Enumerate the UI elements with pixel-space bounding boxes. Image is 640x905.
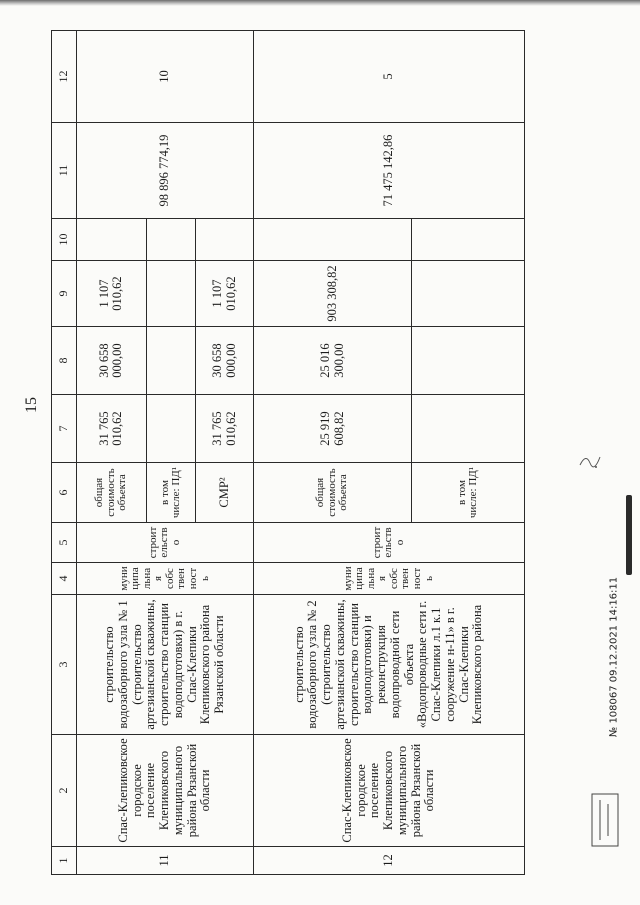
value-col7 bbox=[146, 395, 196, 463]
value-col10 bbox=[146, 219, 196, 261]
ownership-cell: муниципальная собственность bbox=[77, 563, 254, 595]
value-col7: 31 765 010,62 bbox=[196, 395, 253, 463]
value-col8 bbox=[412, 327, 525, 395]
stamp-id: № 108067 09.12.2021 14:16:11 bbox=[608, 576, 620, 738]
value-col7: 31 765 010,62 bbox=[77, 395, 147, 463]
scan-edge bbox=[0, 0, 640, 6]
table-row bbox=[253, 31, 412, 875]
col-header-4: 4 bbox=[52, 563, 77, 595]
value-col9: 903 308,82 bbox=[253, 261, 412, 327]
municipality-cell: Спас-Клепиковское городское поселение Клепиковского муниципального района Рязанской области bbox=[253, 735, 524, 847]
col-header-3: 3 bbox=[52, 595, 77, 735]
row-number: 11 bbox=[77, 847, 254, 875]
col-header-6: 6 bbox=[52, 463, 77, 523]
value-col8: 30 658 000,00 bbox=[77, 327, 147, 395]
object-cell: строительство водозаборного узла № 1 (строительство артезианской скважины, строительство станции водоподготовки) в г. Спас-Клепики Клепиковского района Рязанской области bbox=[77, 595, 254, 735]
value-col11: 98 896 774,19 bbox=[77, 123, 254, 219]
value-col8: 30 658 000,00 bbox=[196, 327, 253, 395]
col-header-8: 8 bbox=[52, 327, 77, 395]
cost-label: в том числе: ПД¹ bbox=[412, 463, 525, 523]
handwritten-mark bbox=[576, 445, 606, 475]
value-col8: 25 016 300,00 bbox=[253, 327, 412, 395]
value-col7 bbox=[412, 395, 525, 463]
rotated-table-wrapper bbox=[51, 31, 525, 875]
value-col9: 1 107 010,62 bbox=[77, 261, 147, 327]
col-header-1: 1 bbox=[52, 847, 77, 875]
col-header-11: 11 bbox=[52, 123, 77, 219]
value-col10 bbox=[77, 219, 147, 261]
column-number-row bbox=[52, 31, 77, 875]
col-header-12: 12 bbox=[52, 31, 77, 123]
value-col12: 5 bbox=[253, 31, 524, 123]
value-col10 bbox=[253, 219, 412, 261]
value-col11: 71 475 142,86 bbox=[253, 123, 524, 219]
page-number: 15 bbox=[23, 397, 40, 413]
cost-label: СМР² bbox=[196, 463, 253, 523]
cost-label: в том числе: ПД¹ bbox=[146, 463, 196, 523]
registration-stamp bbox=[600, 560, 640, 775]
municipality-cell: Спас-Клепиковское городское поселение Клепиковского муниципального района Рязанской области bbox=[77, 735, 254, 847]
work-type-cell: строительство bbox=[77, 523, 254, 563]
work-type-cell: строительство bbox=[253, 523, 524, 563]
col-header-9: 9 bbox=[52, 261, 77, 327]
value-col9: 1 107 010,62 bbox=[196, 261, 253, 327]
col-header-10: 10 bbox=[52, 219, 77, 261]
cost-label: общая стоимость объекта bbox=[77, 463, 147, 523]
registry-table bbox=[51, 30, 525, 875]
value-col10 bbox=[412, 219, 525, 261]
col-header-2: 2 bbox=[52, 735, 77, 847]
value-col12: 10 bbox=[77, 31, 254, 123]
table-row bbox=[77, 31, 147, 875]
cost-label: общая стоимость объекта bbox=[253, 463, 412, 523]
object-cell: строительство водозаборного узла № 2 (строительство артезианской скважины, строительство станции водоподготовки) и реконструкция водопроводной сети объекта «Водопроводные сети г. Спас-Клепики л.1 к.1 сооружение н-11» в г. Спас-Клепики Клепиковского района bbox=[253, 595, 524, 735]
col-header-5: 5 bbox=[52, 523, 77, 563]
ownership-cell: муниципальная собственность bbox=[253, 563, 524, 595]
value-col8 bbox=[146, 327, 196, 395]
value-col9 bbox=[146, 261, 196, 327]
value-col9 bbox=[412, 261, 525, 327]
value-col7: 25 919 608,82 bbox=[253, 395, 412, 463]
seal-icon bbox=[588, 790, 622, 850]
row-number: 12 bbox=[253, 847, 524, 875]
col-header-7: 7 bbox=[52, 395, 77, 463]
value-col10 bbox=[196, 219, 253, 261]
